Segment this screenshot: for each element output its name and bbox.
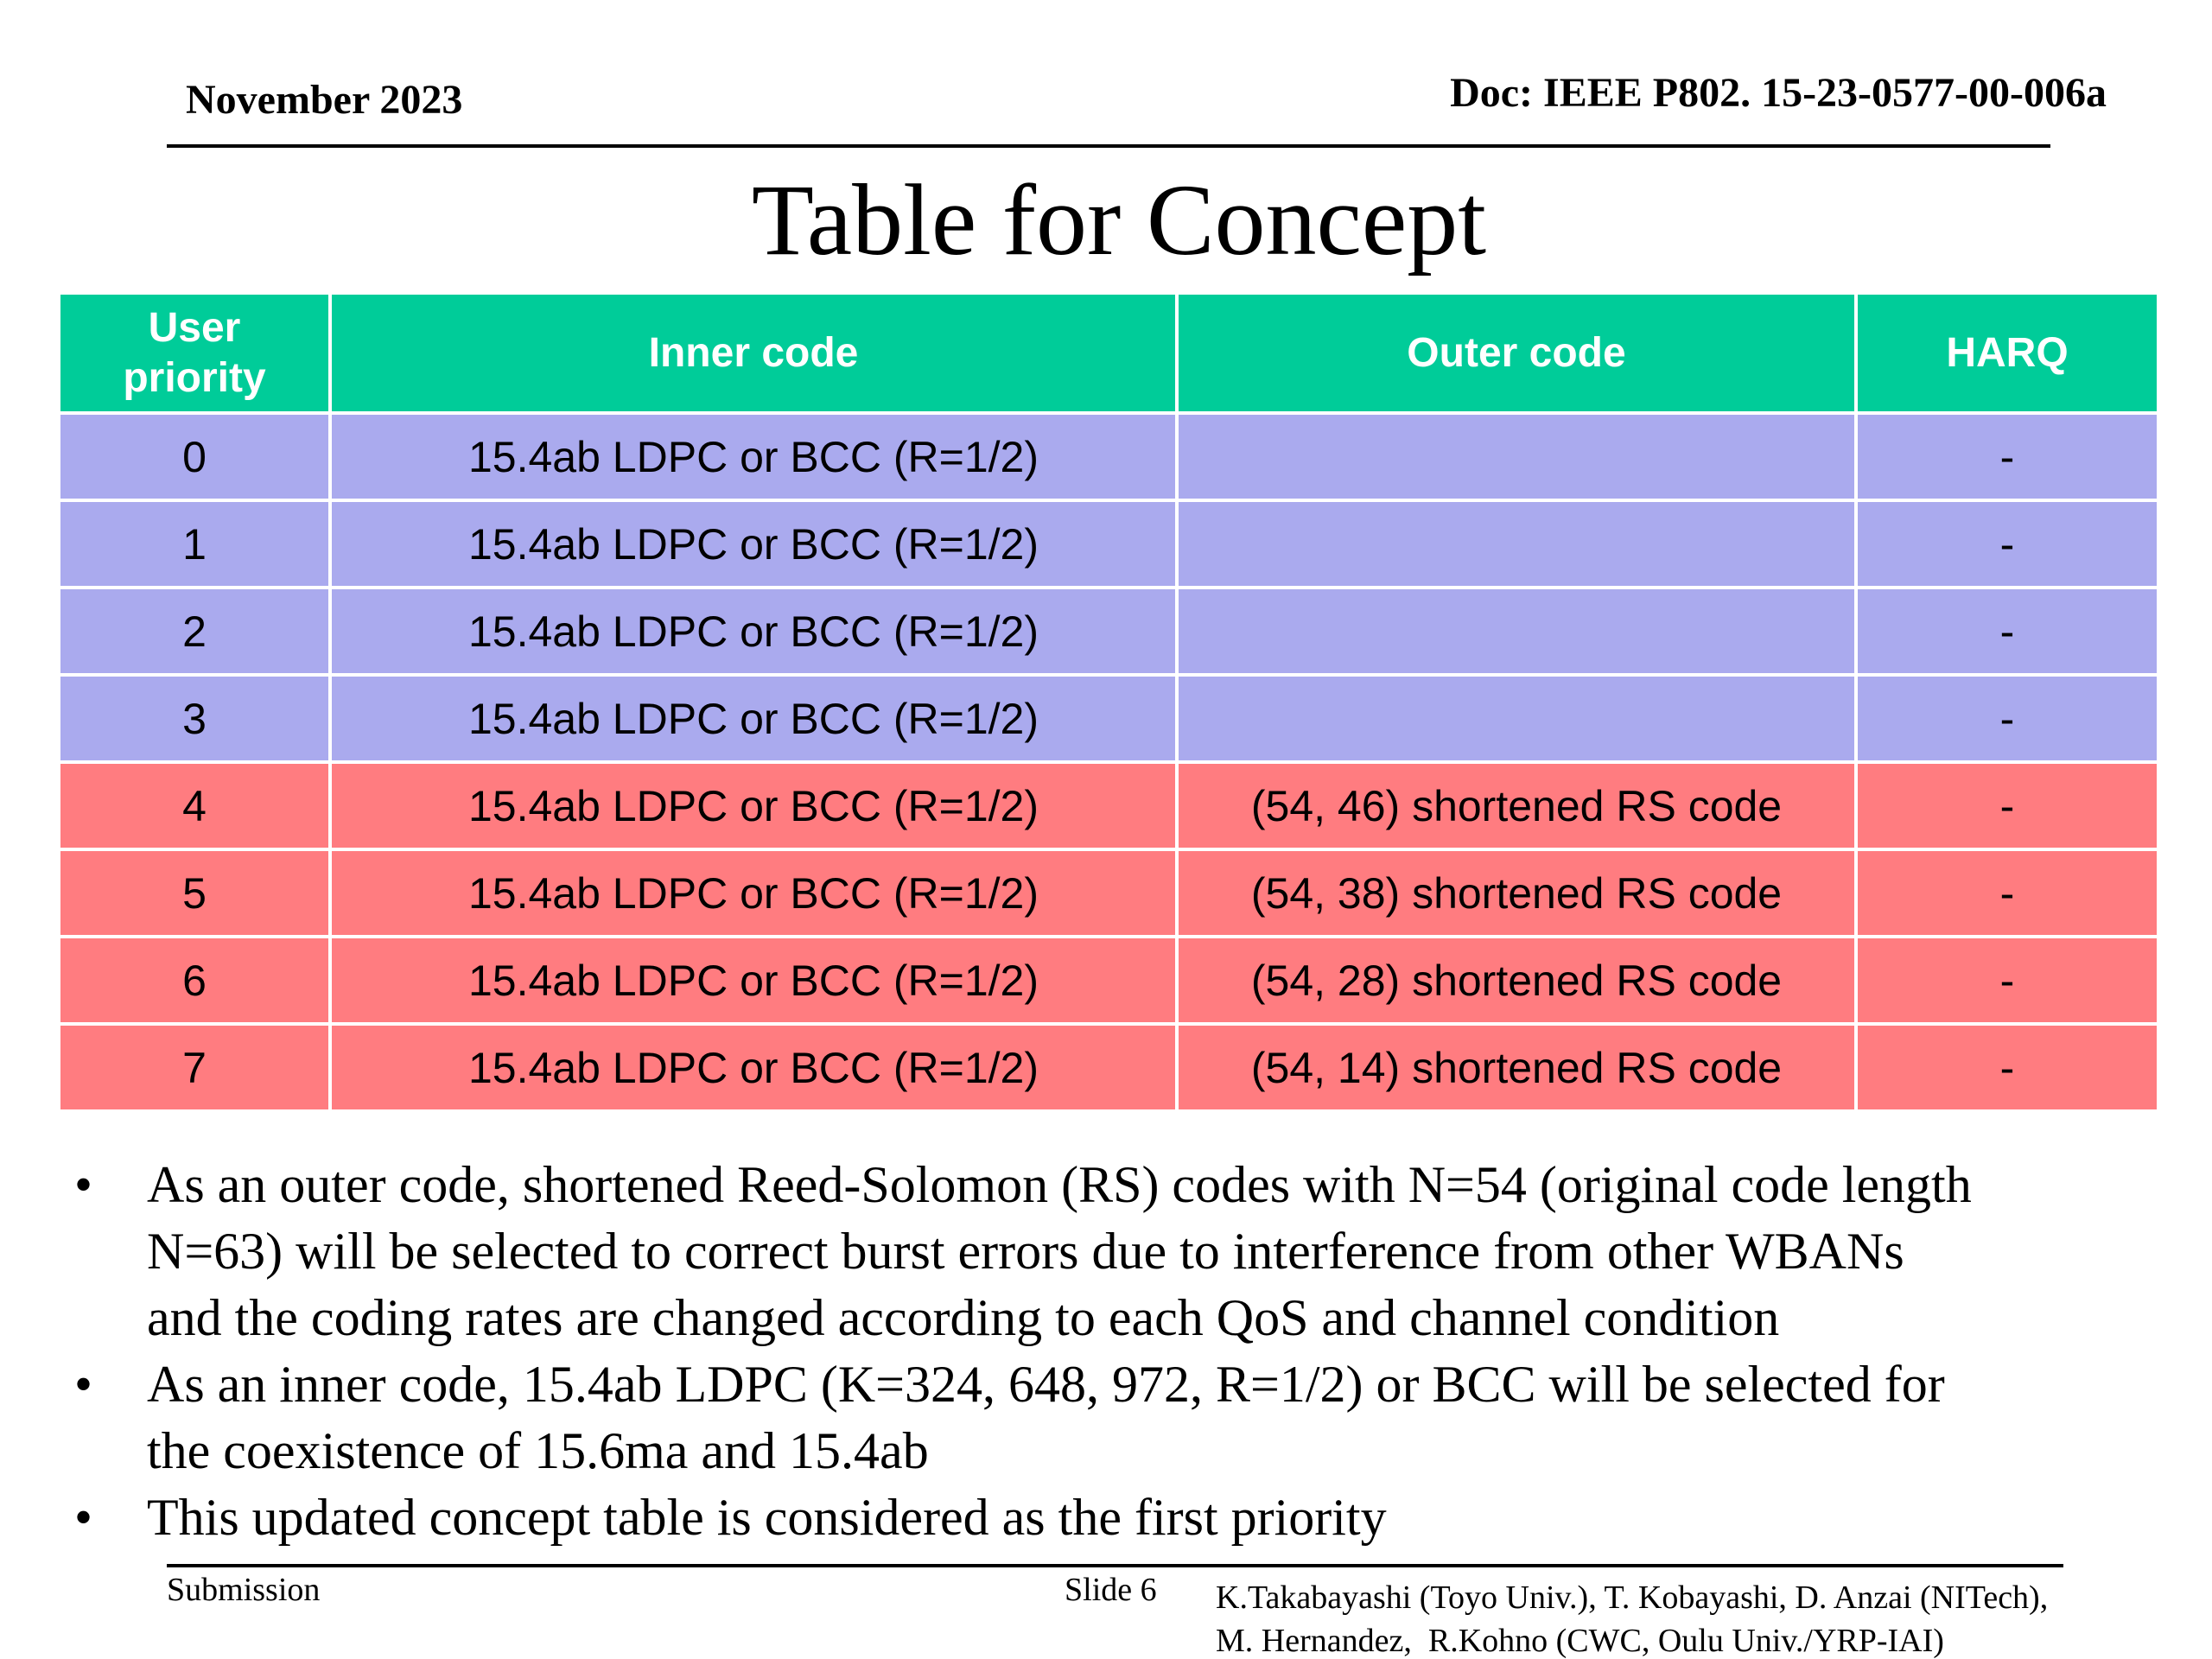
cell-harq: - bbox=[1856, 413, 2158, 500]
bullet-line: As an outer code, shortened Reed-Solomon (RS) codes with N=54 (original code length bbox=[147, 1156, 1972, 1213]
concept-table bbox=[57, 291, 2160, 1113]
footer-submission: Submission bbox=[167, 1572, 321, 1608]
cell-outer-code: (54, 46) shortened RS code bbox=[1177, 762, 1856, 849]
footer-authors bbox=[1216, 1576, 2048, 1659]
cell-outer-code: (54, 14) shortened RS code bbox=[1177, 1024, 1856, 1111]
cell-outer-code bbox=[1177, 500, 1856, 588]
bullet-item bbox=[69, 1351, 2143, 1484]
bullet-list bbox=[69, 1152, 2143, 1551]
header-harq: HARQ bbox=[1856, 293, 2158, 413]
footer-divider bbox=[167, 1564, 2063, 1567]
cell-outer-code bbox=[1177, 588, 1856, 675]
header-user-priority-line2: priority bbox=[123, 354, 266, 401]
cell-harq: - bbox=[1856, 500, 2158, 588]
cell-inner-code: 15.4ab LDPC or BCC (R=1/2) bbox=[330, 413, 1177, 500]
bullet-item bbox=[69, 1152, 2143, 1351]
table-row bbox=[59, 849, 2158, 937]
table-row bbox=[59, 500, 2158, 588]
header-doc-id: Doc: IEEE P802. 15-23-0577-00-006a bbox=[1450, 70, 2107, 116]
bullet-line: N=63) will be selected to correct burst errors due to interference from other WBANs bbox=[147, 1223, 1904, 1280]
bullet-line: As an inner code, 15.4ab LDPC (K=324, 648, 972, R=1/2) or BCC will be selected for bbox=[147, 1356, 1945, 1413]
table-row bbox=[59, 588, 2158, 675]
header-user-priority-line1: User bbox=[148, 304, 241, 351]
cell-inner-code: 15.4ab LDPC or BCC (R=1/2) bbox=[330, 500, 1177, 588]
bullet-item bbox=[69, 1484, 2143, 1551]
cell-harq: - bbox=[1856, 762, 2158, 849]
cell-harq: - bbox=[1856, 588, 2158, 675]
bullet-line: This updated concept table is considered as the first priority bbox=[147, 1489, 1387, 1546]
cell-outer-code: (54, 38) shortened RS code bbox=[1177, 849, 1856, 937]
cell-user-priority: 0 bbox=[59, 413, 330, 500]
table-row bbox=[59, 762, 2158, 849]
cell-harq: - bbox=[1856, 1024, 2158, 1111]
table-row bbox=[59, 1024, 2158, 1111]
cell-user-priority: 6 bbox=[59, 937, 330, 1024]
cell-inner-code: 15.4ab LDPC or BCC (R=1/2) bbox=[330, 849, 1177, 937]
cell-outer-code bbox=[1177, 413, 1856, 500]
table-row bbox=[59, 675, 2158, 762]
cell-harq: - bbox=[1856, 849, 2158, 937]
header-inner-code: Inner code bbox=[330, 293, 1177, 413]
cell-user-priority: 7 bbox=[59, 1024, 330, 1111]
header-user-priority bbox=[59, 293, 330, 413]
cell-outer-code: (54, 28) shortened RS code bbox=[1177, 937, 1856, 1024]
cell-inner-code: 15.4ab LDPC or BCC (R=1/2) bbox=[330, 937, 1177, 1024]
cell-harq: - bbox=[1856, 675, 2158, 762]
cell-user-priority: 3 bbox=[59, 675, 330, 762]
cell-inner-code: 15.4ab LDPC or BCC (R=1/2) bbox=[330, 1024, 1177, 1111]
header-outer-code: Outer code bbox=[1177, 293, 1856, 413]
footer-authors-line1: K.Takabayashi (Toyo Univ.), T. Kobayashi, D. Anzai (NITech), bbox=[1216, 1580, 2049, 1616]
header-divider bbox=[167, 144, 2050, 148]
bullet-line: the coexistence of 15.6ma and 15.4ab bbox=[147, 1422, 929, 1479]
bullet-marker: • bbox=[74, 1156, 93, 1213]
header-date: November 2023 bbox=[186, 77, 463, 123]
footer-slide-number: Slide 6 bbox=[1065, 1572, 1157, 1608]
bullet-marker: • bbox=[74, 1489, 93, 1546]
cell-inner-code: 15.4ab LDPC or BCC (R=1/2) bbox=[330, 762, 1177, 849]
cell-user-priority: 1 bbox=[59, 500, 330, 588]
cell-harq: - bbox=[1856, 937, 2158, 1024]
cell-outer-code bbox=[1177, 675, 1856, 762]
cell-user-priority: 5 bbox=[59, 849, 330, 937]
bullet-line: and the coding rates are changed according to each QoS and channel condition bbox=[147, 1289, 1780, 1346]
table-row bbox=[59, 413, 2158, 500]
cell-user-priority: 2 bbox=[59, 588, 330, 675]
slide-title: Table for Concept bbox=[751, 163, 1487, 276]
cell-inner-code: 15.4ab LDPC or BCC (R=1/2) bbox=[330, 588, 1177, 675]
cell-inner-code: 15.4ab LDPC or BCC (R=1/2) bbox=[330, 675, 1177, 762]
bullet-marker: • bbox=[74, 1356, 93, 1413]
table-header-row bbox=[59, 293, 2158, 413]
table-row bbox=[59, 937, 2158, 1024]
cell-user-priority: 4 bbox=[59, 762, 330, 849]
footer-authors-line2: M. Hernandez, R.Kohno (CWC, Oulu Univ./YRP-IAI) bbox=[1216, 1623, 1944, 1659]
